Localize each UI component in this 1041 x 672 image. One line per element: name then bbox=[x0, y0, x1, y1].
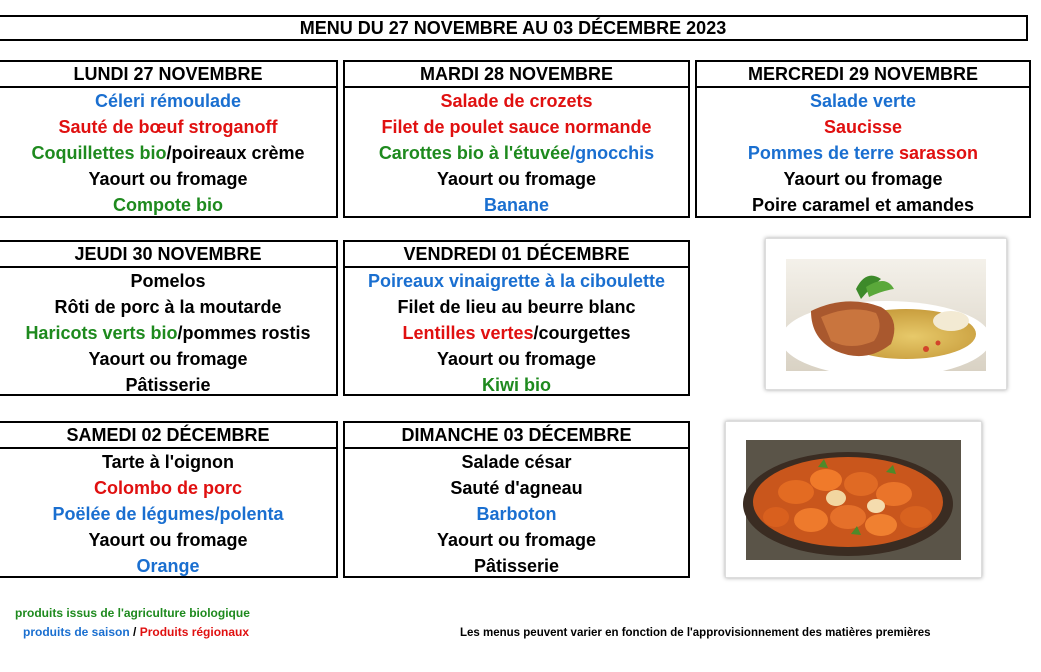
dairy: Yaourt ou fromage bbox=[436, 169, 597, 189]
dairy: Yaourt ou fromage bbox=[88, 349, 248, 369]
starter: Salade verte bbox=[809, 91, 917, 111]
day-header: VENDREDI 01 DÉCEMBRE bbox=[345, 242, 688, 268]
dairy: Yaourt ou fromage bbox=[88, 530, 248, 550]
main-dish: Sauté de bœuf stroganoff bbox=[58, 117, 278, 137]
carrots-dish-image bbox=[726, 422, 981, 577]
legend-season: produits de saison bbox=[23, 625, 130, 639]
main-dish: Sauté d'agneau bbox=[450, 478, 583, 498]
day-card-sunday bbox=[343, 421, 690, 578]
fish-dish-image bbox=[766, 239, 1006, 389]
dessert: Pâtisserie bbox=[473, 556, 560, 576]
day-card-thursday bbox=[0, 240, 338, 396]
day-header: MARDI 28 NOVEMBRE bbox=[345, 62, 688, 88]
menu-title: MENU DU 27 NOVEMBRE AU 03 DÉCEMBRE 2023 bbox=[0, 15, 1028, 41]
side-dish-season: /gnocchis bbox=[570, 143, 655, 163]
side-dish-other: /pommes rostis bbox=[177, 323, 311, 343]
legend-regional: Produits régionaux bbox=[139, 625, 250, 639]
dessert: Kiwi bio bbox=[482, 375, 551, 395]
dessert: Compote bio bbox=[113, 195, 223, 215]
starter: Tarte à l'oignon bbox=[102, 452, 234, 472]
main-dish: Saucisse bbox=[823, 117, 903, 137]
starter: Salade de crozets bbox=[440, 91, 593, 111]
day-header: SAMEDI 02 DÉCEMBRE bbox=[0, 423, 336, 449]
food-photo-carrots bbox=[725, 421, 982, 578]
dessert: Banane bbox=[483, 195, 550, 215]
main-dish: Filet de poulet sauce normande bbox=[381, 117, 652, 137]
food-photo-fish bbox=[765, 238, 1007, 390]
day-header: MERCREDI 29 NOVEMBRE bbox=[697, 62, 1029, 88]
side-dish: Poëlée de légumes/polenta bbox=[52, 504, 284, 524]
day-card-monday bbox=[0, 60, 338, 218]
dessert: Poire caramel et amandes bbox=[751, 195, 975, 215]
starter: Pomelos bbox=[130, 271, 206, 291]
side-dish-bio: Carottes bio à l'étuvée bbox=[378, 143, 571, 163]
side-dish-other: /poireaux crème bbox=[166, 143, 305, 163]
legend-season-regional bbox=[23, 625, 249, 639]
day-header: LUNDI 27 NOVEMBRE bbox=[0, 62, 336, 88]
main-dish: Colombo de porc bbox=[94, 478, 242, 498]
side-dish-other: /courgettes bbox=[533, 323, 631, 343]
day-header: DIMANCHE 03 DÉCEMBRE bbox=[345, 423, 688, 449]
side-dish bbox=[0, 140, 336, 166]
dessert: Pâtisserie bbox=[125, 375, 211, 395]
dairy: Yaourt ou fromage bbox=[783, 169, 943, 189]
main-dish: Filet de lieu au beurre blanc bbox=[397, 297, 636, 317]
starter: Poireaux vinaigrette à la ciboulette bbox=[367, 271, 666, 291]
day-card-wednesday bbox=[695, 60, 1031, 218]
starter: Salade césar bbox=[461, 452, 572, 472]
side-dish: Barboton bbox=[476, 504, 557, 524]
dairy: Yaourt ou fromage bbox=[436, 530, 597, 550]
day-header: JEUDI 30 NOVEMBRE bbox=[0, 242, 336, 268]
side-dish bbox=[0, 320, 336, 346]
side-dish-regional: Lentilles vertes bbox=[402, 323, 534, 343]
dairy: Yaourt ou fromage bbox=[436, 349, 597, 369]
dessert: Orange bbox=[136, 556, 200, 576]
starter: Céleri rémoulade bbox=[94, 91, 242, 111]
dairy: Yaourt ou fromage bbox=[88, 169, 248, 189]
day-card-saturday bbox=[0, 421, 338, 578]
side-dish bbox=[345, 140, 688, 166]
disclaimer-note: Les menus peuvent varier en fonction de l'approvisionnement des matières premières bbox=[460, 627, 931, 639]
side-dish bbox=[345, 320, 688, 346]
side-dish-regional: sarasson bbox=[899, 143, 979, 163]
legend-bio: produits issus de l'agriculture biologique bbox=[15, 606, 250, 620]
side-dish-bio: Haricots verts bio bbox=[25, 323, 178, 343]
side-dish bbox=[697, 140, 1029, 166]
side-dish-bio: Coquillettes bio bbox=[31, 143, 167, 163]
day-card-tuesday bbox=[343, 60, 690, 218]
day-card-friday bbox=[343, 240, 690, 396]
side-dish-season: Pommes de terre bbox=[747, 143, 899, 163]
legend-separator: / bbox=[129, 625, 140, 639]
main-dish: Rôti de porc à la moutarde bbox=[54, 297, 282, 317]
